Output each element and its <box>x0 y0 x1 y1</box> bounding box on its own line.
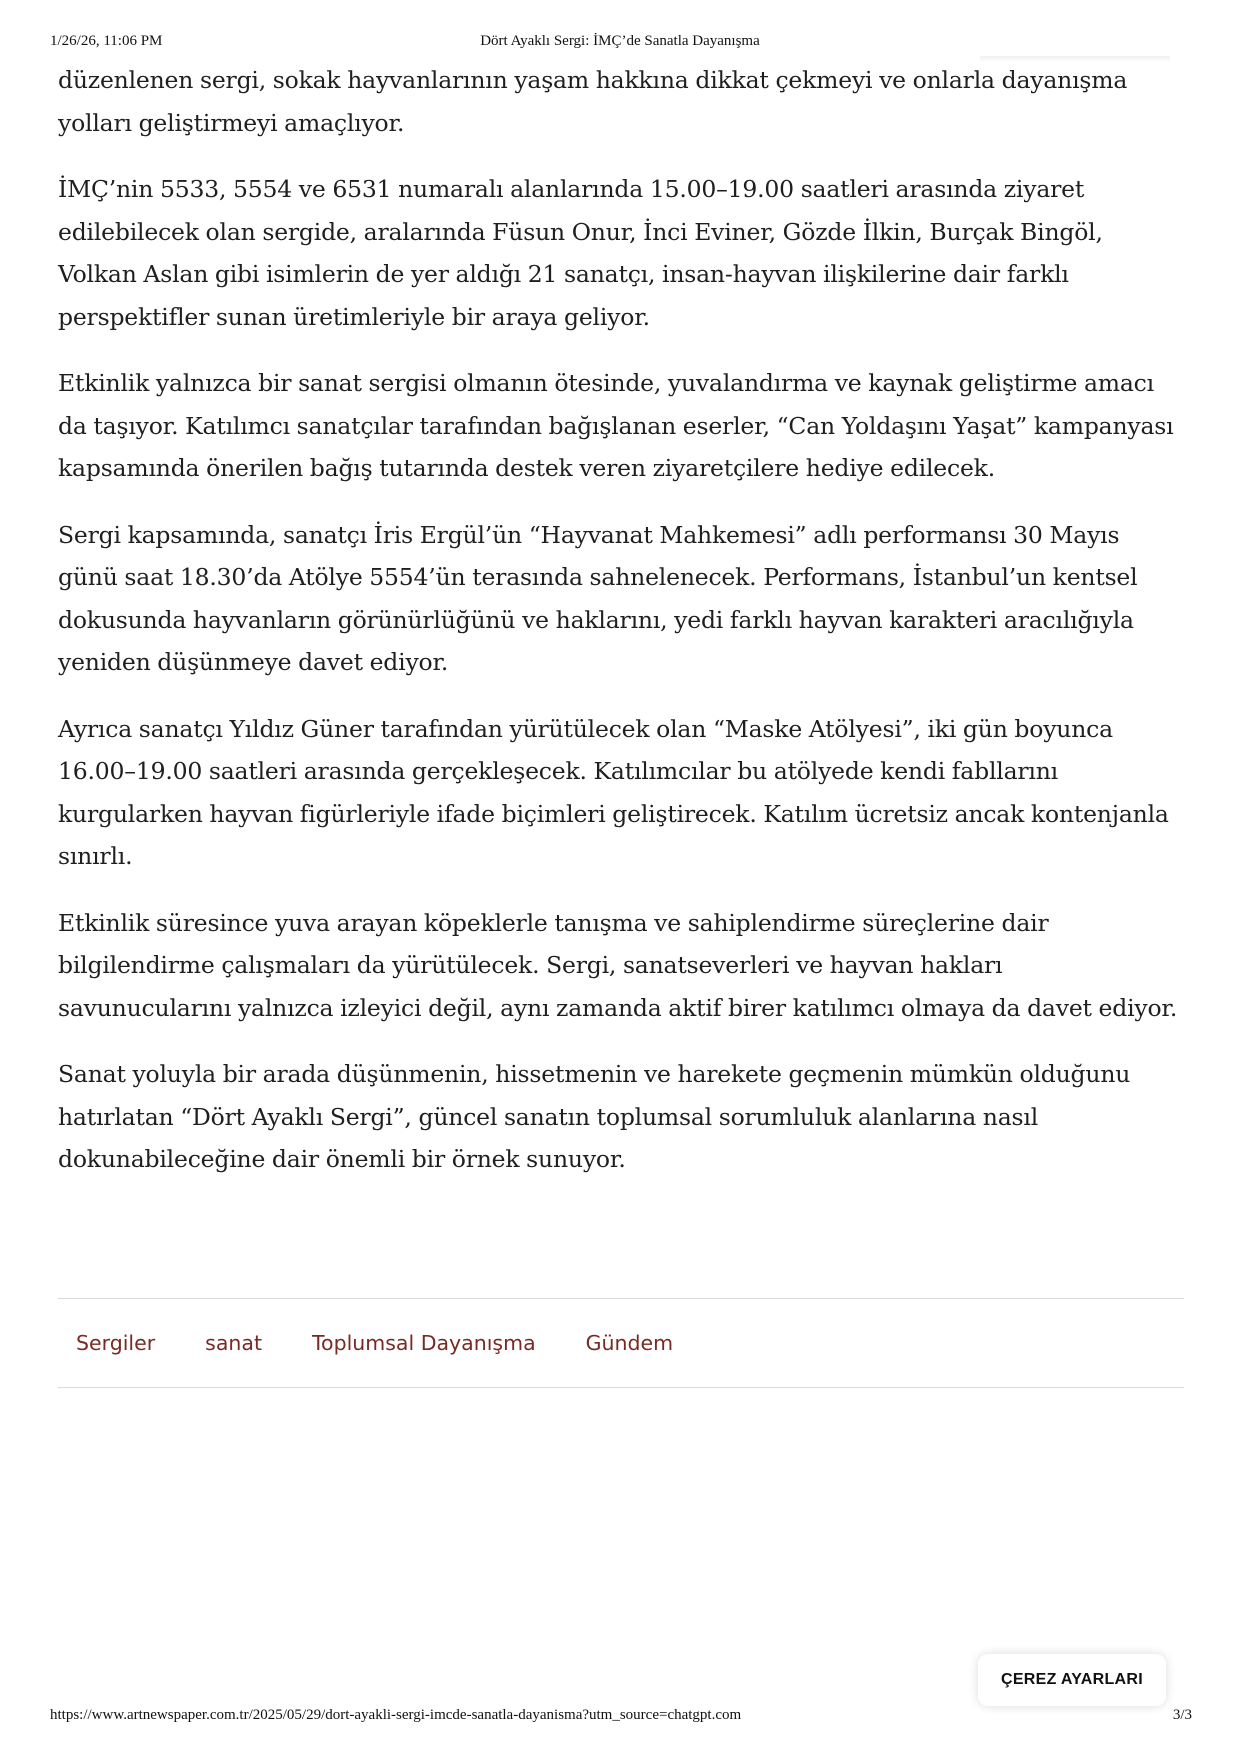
cookie-settings-button[interactable]: ÇEREZ AYARLARI <box>978 1654 1166 1706</box>
print-footer-page-number: 3/3 <box>1172 1707 1192 1723</box>
tag-link-sergiler[interactable]: Sergiler <box>76 1331 156 1355</box>
article-paragraph-7: Sanat yoluyla bir arada düşünmenin, hissetmenin ve harekete geçmenin mümkün olduğunu hatırlatan “Dört Ayaklı Sergi”, güncel sanatın toplumsal sorumluluk alanlarına nasıl dokunabileceğine dair önemli bir örnek sunuyor. <box>58 1060 1131 1173</box>
print-footer-url: https://www.artnewspaper.com.tr/2025/05/29/dort-ayakli-sergi-imcde-sanatla-dayanisma?utm_source=chatgpt.com <box>50 1707 742 1723</box>
print-header <box>0 33 1240 53</box>
article-paragraph-4: Sergi kapsamında, sanatçı İris Ergül’ün “Hayvanat Mahkemesi” adlı performansı 30 Mayıs günü saat 18.30’da Atölye 5554’ün terasında sahnelenecek. Performans, İstanbul’un kentsel dokusunda hayvanların görünürlüğünü ve haklarını, yedi farklı hayvan karakteri aracılığıyla yeniden düşünmeye davet ediyor. <box>58 520 1138 676</box>
article-paragraph-5: Ayrıca sanatçı Yıldız Güner tarafından yürütülecek olan “Maske Atölyesi”, iki gün boyunca 16.00–19.00 saatleri arasında gerçekleşecek. Katılımcılar bu atölyede kendi fabllarını kurgularken hayvan figürleriyle ifade biçimleri geliştirecek. Katılım ücretsiz ancak kontenjanla sınırlı. <box>58 714 1169 870</box>
tag-link-sanat[interactable]: sanat <box>205 1331 262 1355</box>
article-paragraph-1: düzenlenen sergi, sokak hayvanlarının yaşam hakkına dikkat çekmeyi ve onlarla dayanışma yolları geliştirmeyi amaçlıyor. <box>58 66 1128 137</box>
print-footer <box>0 1707 1240 1727</box>
tag-link-toplumsal-dayanisma[interactable]: Toplumsal Dayanışma <box>311 1331 536 1355</box>
article-body <box>58 59 1178 1205</box>
article-paragraph-3: Etkinlik yalnızca bir sanat sergisi olmanın ötesinde, yuvalandırma ve kaynak geliştirme amacı da taşıyor. Katılımcı sanatçılar tarafından bağışlanan eserler, “Can Yoldaşını Yaşat” kampanyası kapsamında önerilen bağış tutarında destek veren ziyaretçilere hediye edilecek. <box>58 369 1174 482</box>
article-paragraph-6: Etkinlik süresince yuva arayan köpeklerle tanışma ve sahiplendirme süreçlerine dair bilgilendirme çalışmaları da yürütülecek. Sergi, sanatseverleri ve hayvan hakları savunucularını yalnızca izleyici değil, aynı zamanda aktif birer katılımcı olmaya da davet ediyor. <box>58 908 1178 1022</box>
print-header-title: Dört Ayaklı Sergi: İMÇ’de Sanatla Dayanışma <box>480 33 760 49</box>
print-header-datetime: 1/26/26, 11:06 PM <box>50 33 163 49</box>
tag-link-gundem[interactable]: Gündem <box>585 1331 674 1355</box>
tag-list <box>58 1298 1184 1388</box>
article-paragraph-2: İMÇ’nin 5533, 5554 ve 6531 numaralı alanlarında 15.00–19.00 saatleri arasında ziyaret edilebilecek olan sergide, aralarında Füsun Onur, İnci Eviner, Gözde İlkin, Burçak Bingöl, Volkan Aslan gibi isimlerin de yer aldığı 21 sanatçı, insan-hayvan ilişkilerine dair farklı perspektifler sunan üretimleriyle bir araya geliyor. <box>58 175 1103 331</box>
